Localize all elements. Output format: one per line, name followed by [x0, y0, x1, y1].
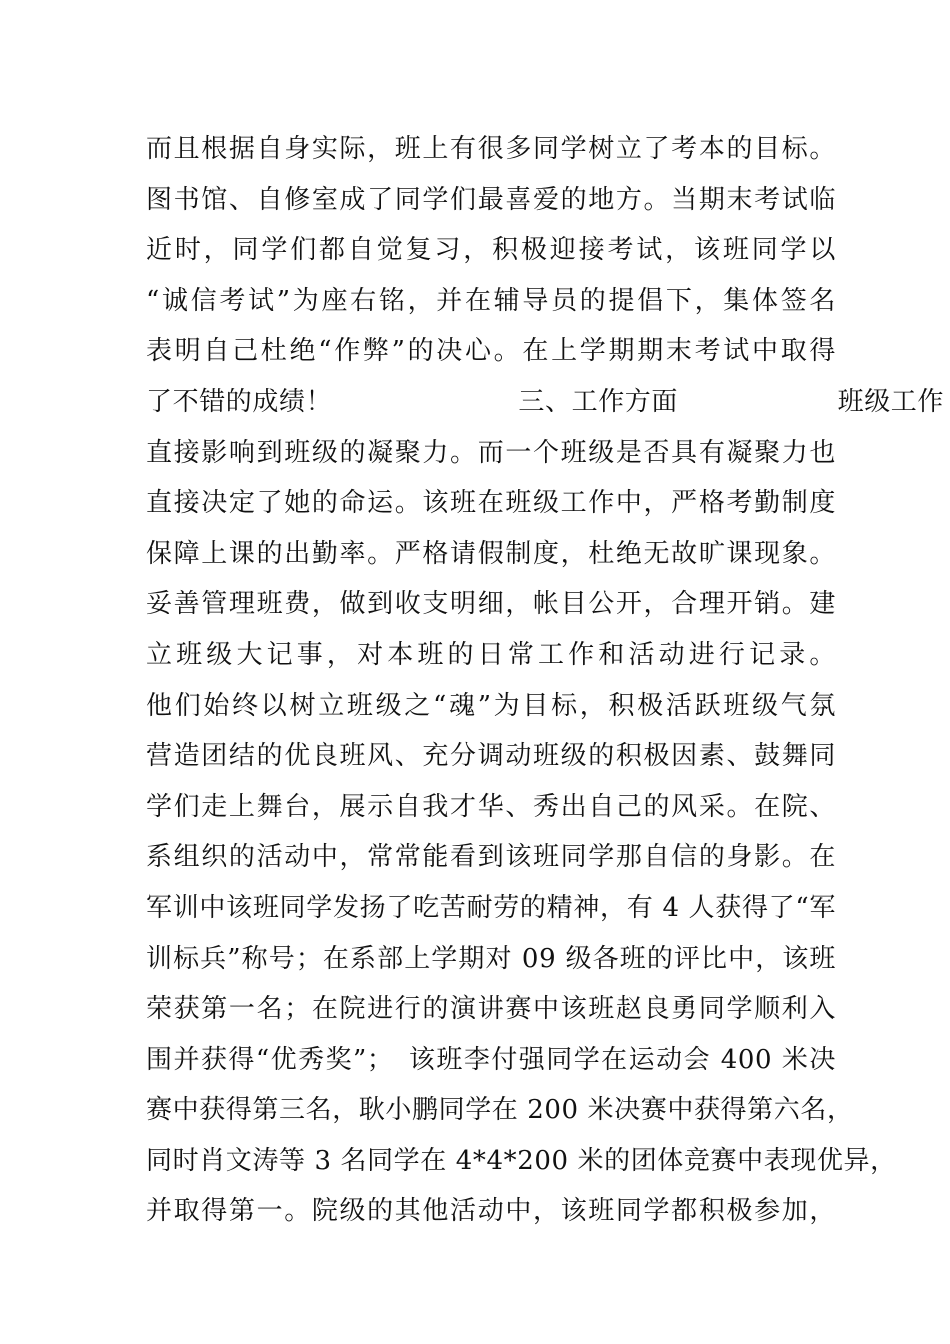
text-line: 训标兵”称号；在系部上学期对 09 级各班的评比中，该班: [146, 943, 836, 974]
text-line: 学们走上舞台，展示自我才华、秀出自己的风采。在院、: [146, 791, 836, 822]
text-line: 并取得第一。院级的其他活动中，该班同学都积极参加，: [146, 1196, 836, 1227]
text-line: 围并获得“优秀奖”； 该班李付强同学在运动会 400 米决: [146, 1044, 836, 1075]
text-line: 直接影响到班级的凝聚力。而一个班级是否具有凝聚力也: [146, 437, 836, 468]
text-line: 军训中该班同学发扬了吃苦耐劳的精神，有 4 人获得了“军: [146, 892, 836, 923]
text-line: 了不错的成绩！ 三、工作方面 班级工作: [146, 386, 945, 417]
text-line: 荣获第一名；在院进行的演讲赛中该班赵良勇同学顺利入: [146, 994, 836, 1025]
text-line: “诚信考试”为座右铭，并在辅导员的提倡下，集体签名: [146, 285, 836, 316]
text-line: 妥善管理班费，做到收支明细，帐目公开，合理开销。建: [146, 589, 836, 620]
text-line: 直接决定了她的命运。该班在班级工作中，严格考勤制度: [146, 488, 836, 519]
body-text: [146, 124, 945, 1237]
text-line: 同时肖文涛等 3 名同学在 4*4*200 米的团体竞赛中表现优异，: [146, 1145, 897, 1176]
text-line: 近时，同学们都自觉复习，积极迎接考试，该班同学以: [146, 235, 836, 266]
text-line: 而且根据自身实际，班上有很多同学树立了考本的目标。: [146, 134, 836, 164]
text-line: 保障上课的出勤率。严格请假制度，杜绝无故旷课现象。: [146, 538, 836, 569]
text-line: 系组织的活动中，常常能看到该班同学那自信的身影。在: [146, 842, 836, 873]
text-line: 表明自己杜绝“作弊”的决心。在上学期期末考试中取得: [146, 336, 836, 367]
text-line: 图书馆、自修室成了同学们最喜爱的地方。当期末考试临: [146, 184, 836, 215]
text-line: 他们始终以树立班级之“魂”为目标，积极活跃班级气氛: [146, 690, 836, 721]
text-line: 赛中获得第三名，耿小鹏同学在 200 米决赛中获得第六名，: [146, 1095, 854, 1126]
text-line: 营造团结的优良班风、充分调动班级的积极因素、鼓舞同: [146, 741, 836, 772]
text-line: 立班级大记事，对本班的日常工作和活动进行记录。: [146, 639, 836, 670]
